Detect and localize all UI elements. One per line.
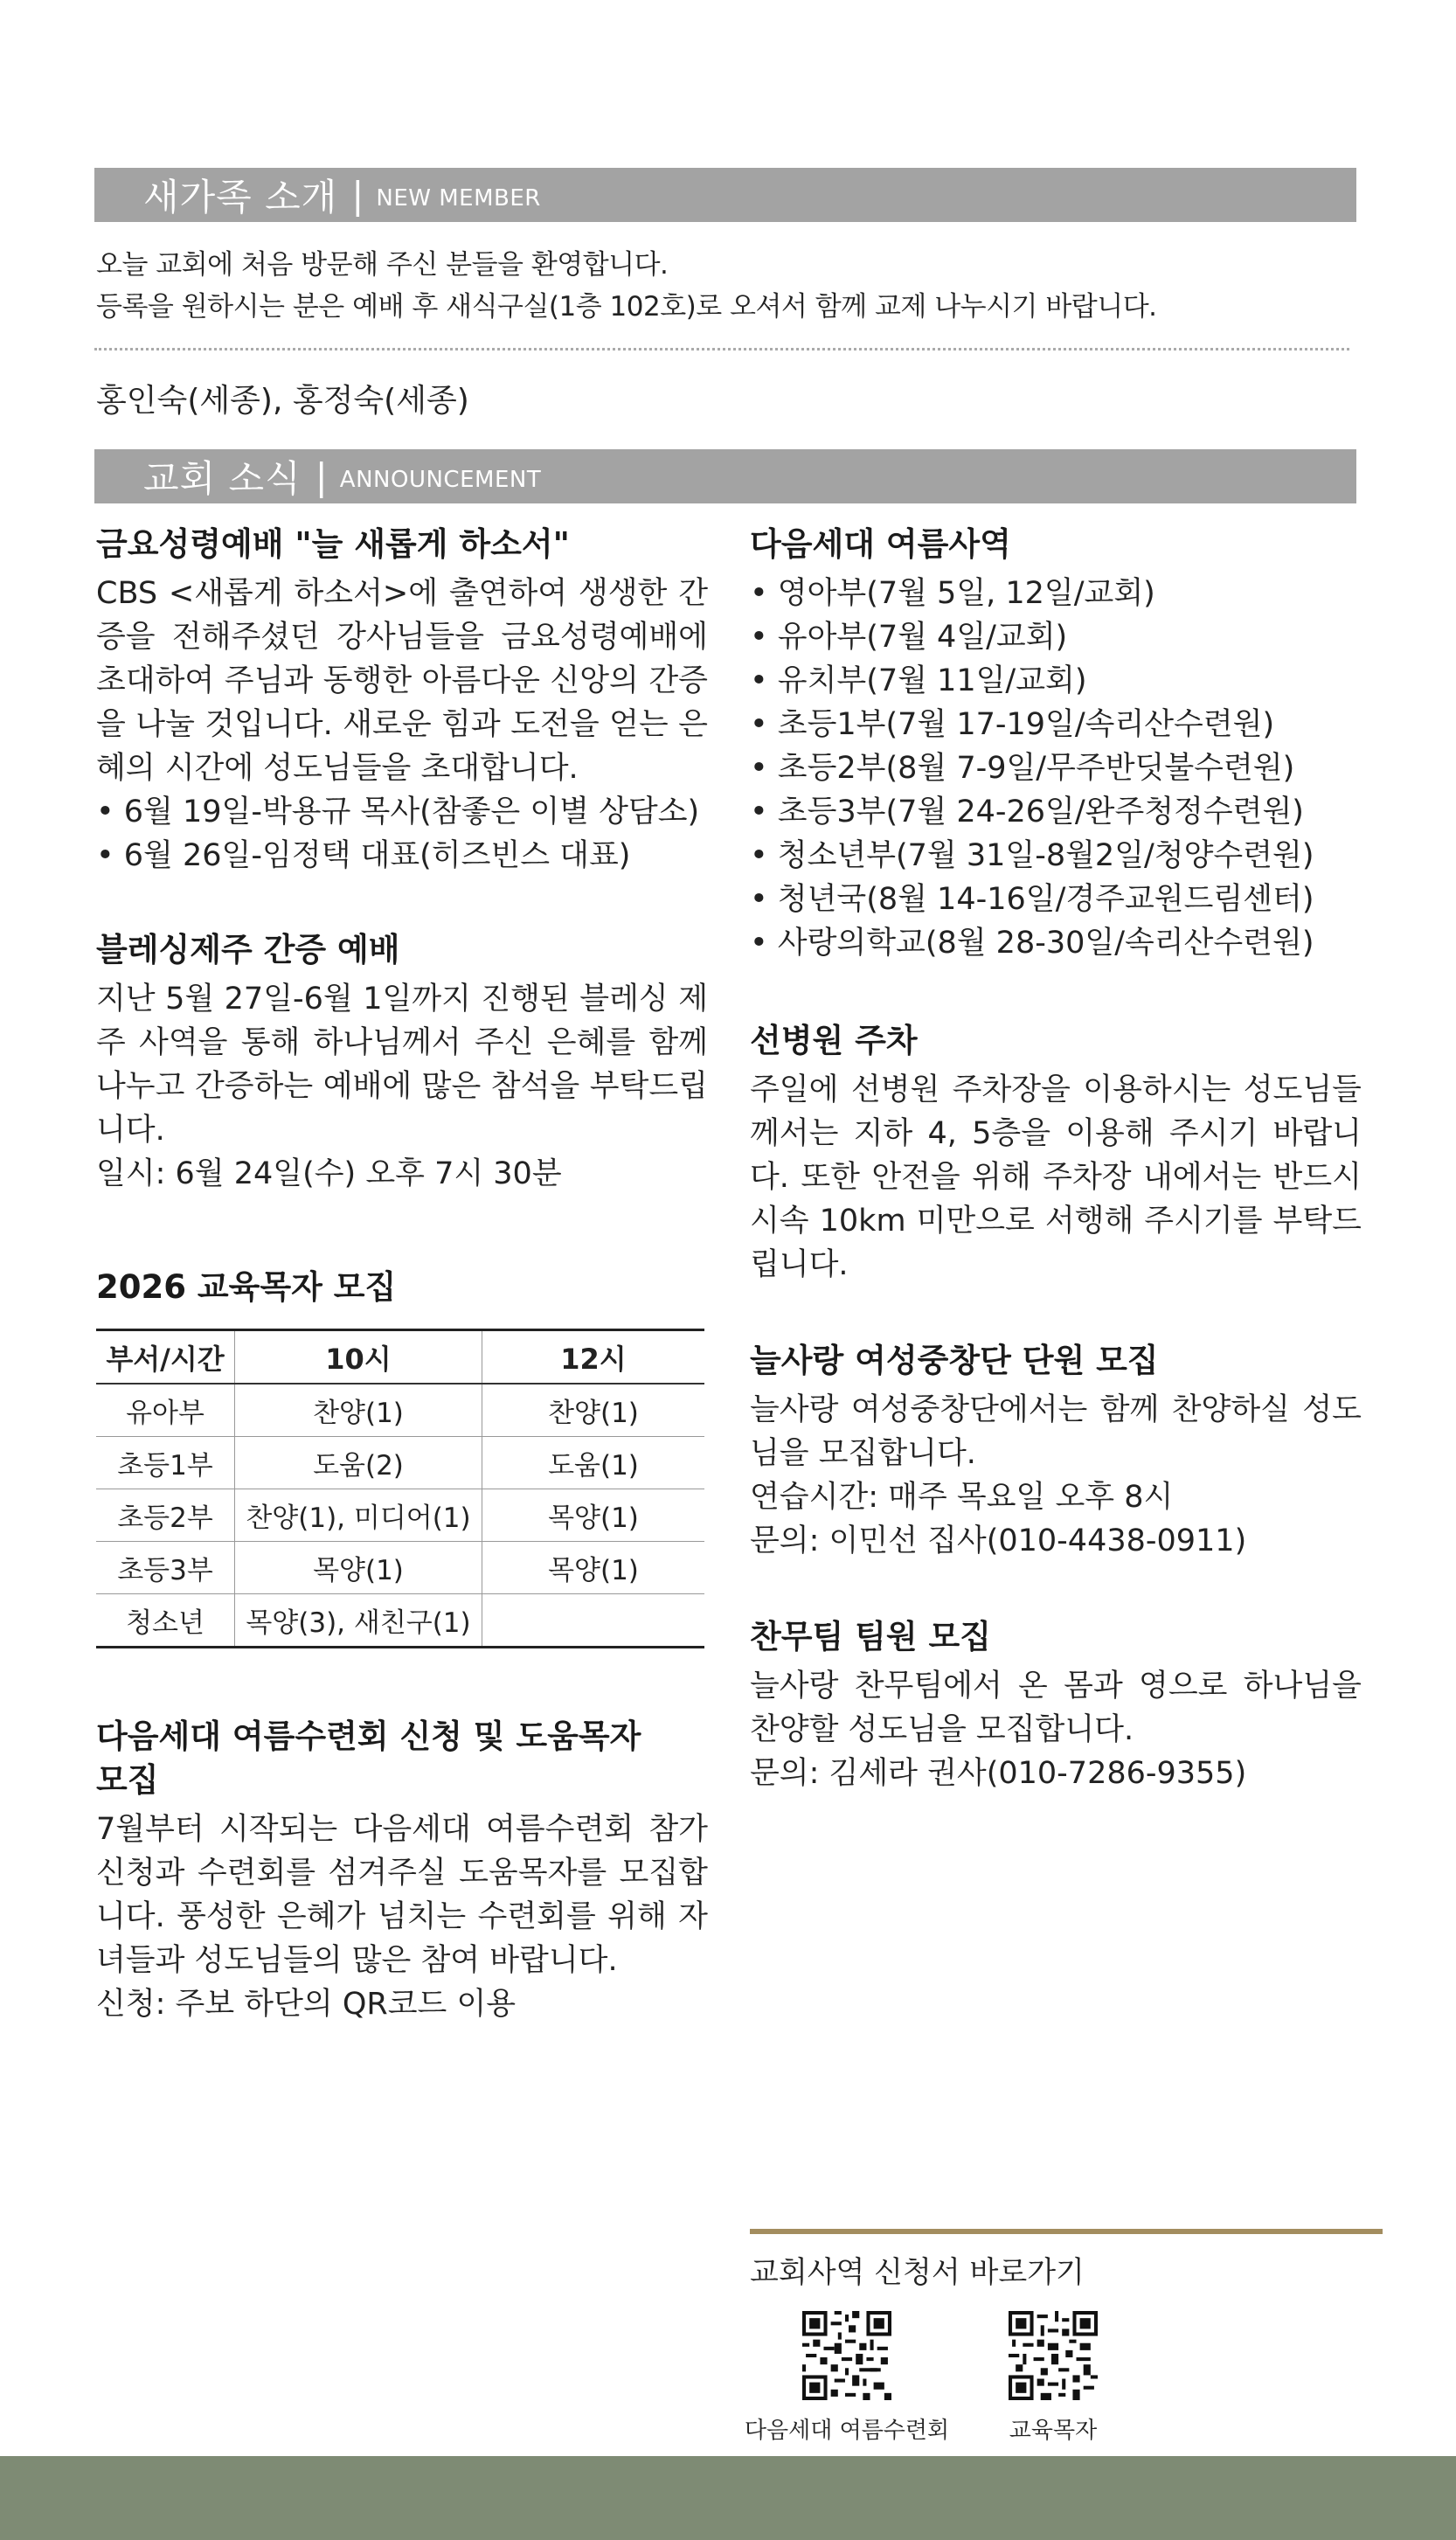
list-item: • 초등2부(8월 7-9일/무주반딧불수련원) [750,751,1295,786]
friday-worship-section [96,523,708,878]
list-item: • 6월 19일-박용규 목사(참좋은 이별 상담소) [96,795,700,829]
section-title: 찬무팀 팀원 모집 [750,1618,991,1655]
table-cell: 도움(2) [235,1437,482,1489]
announcement-title: 교회 소식 [143,457,302,500]
table-row [96,1384,704,1437]
table-cell: 찬양(1), 미디어(1) [235,1489,482,1542]
table-row [96,1594,704,1648]
new-member-intro-1: 오늘 교회에 처음 방문해 주신 분들을 환영합니다. [96,249,669,281]
table-cell: 찬양(1) [482,1384,705,1437]
section-title-line1: 다음세대 여름수련회 신청 및 도움목자 [96,1718,641,1755]
summer-retreat-section [96,1715,708,2026]
qr-code-retreat[interactable] [802,2311,891,2400]
table-cell [482,1594,705,1648]
qr-caption-edu: 교육목자 [1009,2418,1098,2444]
table-row [96,1489,704,1542]
list-item: • 초등1부(7월 17-19일/속리산수련원) [750,707,1275,742]
table-row [96,1542,704,1594]
list-item: • 청소년부(7월 31일-8월2일/청양수련원) [750,838,1314,873]
section-body: CBS <새롭게 하소서>에 출연하여 생생한 간증을 전해주셨던 강사님들을 금요성령예배에 초대하여 주님과 동행한 아름다운 신앙의 간증을 나눌 것입니다. 새로운 힘과 도전을 얻는 은혜의 시간에 성도님들을 초대합니다. [96,576,708,786]
list-item: • 유치부(7월 11일/교회) [750,663,1087,698]
edu-shepherd-section [96,1266,708,1648]
header-separator: | [351,173,364,217]
list-item: • 영아부(7월 5일, 12일/교회) [750,576,1155,611]
section-title: 2026 교육목자 모집 [96,1268,397,1306]
table-row [96,1437,704,1489]
section-body: 지난 5월 27일-6월 1일까지 진행된 블레싱 제주 사역을 통해 하나님께서 주신 은혜를 함께 나누고 간증하는 예배에 많은 참석을 부탁드립니다. [96,982,708,1148]
list-item: • 6월 26일-임정택 대표(히즈빈스 대표) [96,838,631,873]
section-time: 연습시간: 매주 목요일 오후 8시 [750,1480,1174,1515]
table-cell: 목양(3), 새친구(1) [235,1594,482,1648]
announcement-title-en: ANNOUNCEMENT [339,467,542,493]
section-date: 일시: 6월 24일(수) 오후 7시 30분 [96,1156,562,1191]
blessing-jeju-section [96,928,708,1196]
table-cell: 도움(1) [482,1437,705,1489]
table-cell: 초등3부 [96,1542,235,1594]
table-header: 부서/시간 [96,1330,235,1385]
parking-section [750,1019,1362,1287]
new-member-title: 새가족 소개 [143,176,338,219]
table-cell: 찬양(1) [235,1384,482,1437]
section-title: 다음세대 여름사역 [750,525,1011,563]
table-cell: 청소년 [96,1594,235,1648]
new-member-intro-2: 등록을 원하시는 분은 예배 후 새식구실(1층 102호)로 오셔서 함께 교제 나누시기 바랍니다. [96,291,1157,323]
section-title: 블레싱제주 간증 예배 [96,931,400,968]
table-header: 10시 [235,1330,482,1385]
new-member-title-en: NEW MEMBER [376,185,541,212]
section-title: 금요성령예배 "늘 새롭게 하소서" [96,525,570,563]
table-cell: 초등2부 [96,1489,235,1542]
gold-divider [750,2229,1383,2234]
header-separator: | [315,455,328,498]
table-cell: 목양(1) [482,1489,705,1542]
section-body: 주일에 선병원 주차장을 이용하시는 성도님들께서는 지하 4, 5층을 이용해 주시기 바랍니다. 또한 안전을 위해 주차장 내에서는 반드시 시속 10km 미만으로 서행해 주시기를 부탁드립니다. [750,1072,1362,1282]
table-cell: 목양(1) [482,1542,705,1594]
list-item: • 청년국(8월 14-16일/경주교원드림센터) [750,882,1314,917]
table-cell: 유아부 [96,1384,235,1437]
list-item: • 초등3부(7월 24-26일/완주청정수련원) [750,795,1304,829]
table-cell: 목양(1) [235,1542,482,1594]
section-body: 늘사랑 찬무팀에서 온 몸과 영으로 하나님을 찬양할 성도님을 모집합니다. [750,1669,1362,1747]
table-header: 12시 [482,1330,705,1385]
edu-table [96,1329,704,1648]
summer-ministry-section [750,523,1362,965]
qr-code-edu[interactable] [1009,2311,1098,2400]
section-body: 7월부터 시작되는 다음세대 여름수련회 참가신청과 수련회를 섬겨주실 도움목자를 모집합니다. 풍성한 은혜가 넘치는 수련회를 위해 자녀들과 성도님들의 많은 참여 바랍니다. [96,1812,708,1978]
section-title: 늘사랑 여성중창단 단원 모집 [750,1342,1159,1379]
summer-list [750,572,1362,965]
left-column [96,0,708,2540]
table-header-row [96,1330,704,1385]
section-contact: 문의: 이민선 집사(010-4438-0911) [750,1523,1247,1558]
dance-team-section [750,1615,1362,1795]
list-item: • 유아부(7월 4일/교회) [750,620,1068,655]
section-title: 선병원 주차 [750,1022,918,1059]
section-apply: 신청: 주보 하단의 QR코드 이용 [96,1987,517,2022]
table-cell: 초등1부 [96,1437,235,1489]
choir-section [750,1339,1362,1563]
section-body: 늘사랑 여성중창단에서는 함께 찬양하실 성도님을 모집합니다. [750,1392,1362,1471]
qr-section-title: 교회사역 신청서 바로가기 [750,2255,1085,2290]
section-title-line2: 모집 [96,1761,159,1799]
qr-caption-retreat: 다음세대 여름수련회 [744,2418,950,2444]
section-contact: 문의: 김세라 권사(010-7286-9355) [750,1756,1247,1791]
list-item: • 사랑의학교(8월 28-30일/속리산수련원) [750,926,1314,961]
footer-band [0,2456,1456,2540]
new-member-names: 홍인숙(세종), 홍정숙(세종) [96,383,469,419]
right-column [750,0,1362,2540]
